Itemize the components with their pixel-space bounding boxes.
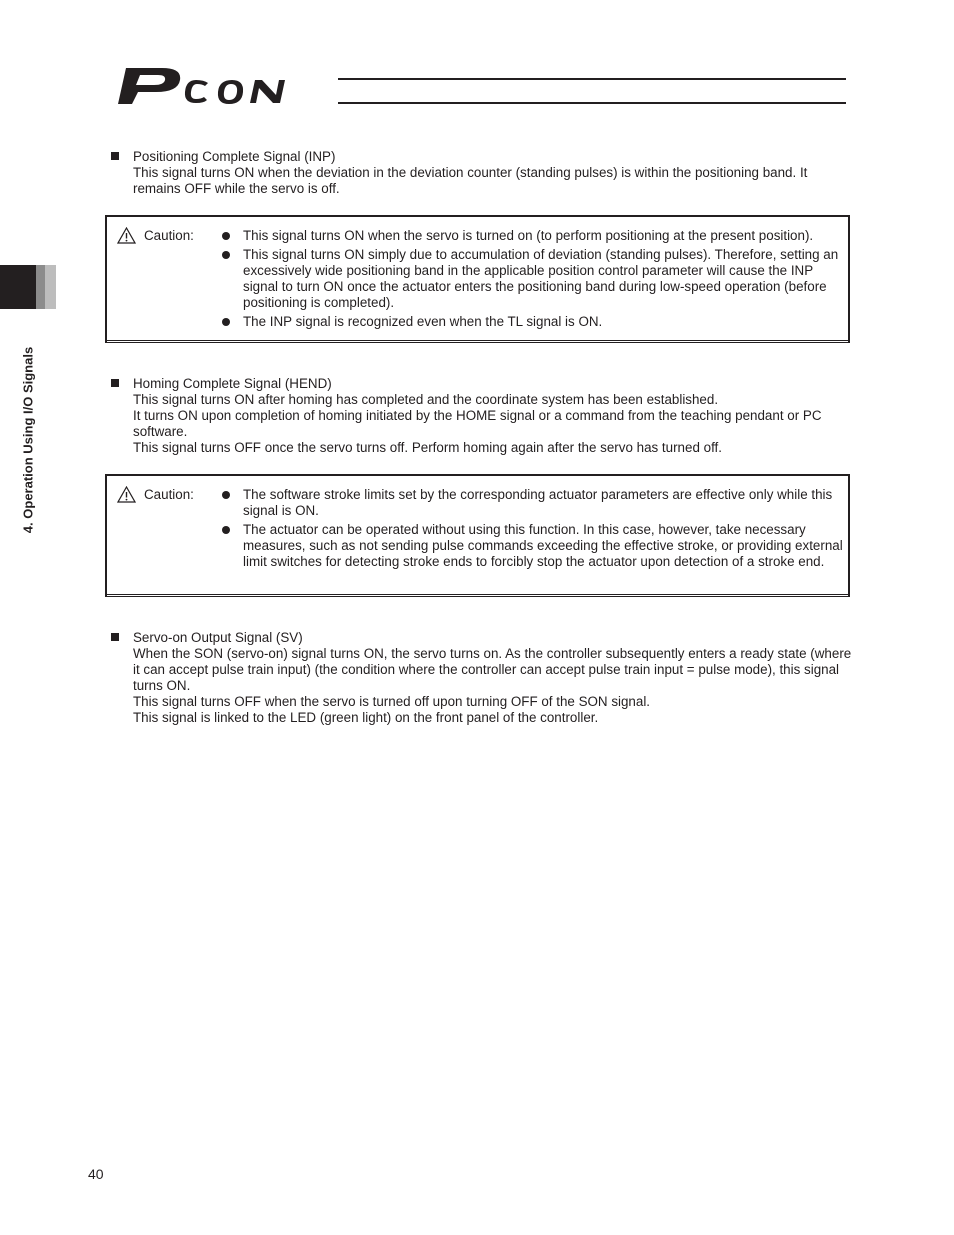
square-bullet-icon <box>111 379 119 387</box>
caution-item <box>243 522 844 570</box>
section-paragraph: It turns ON upon completion of homing initiated by the HOME signal or a command from the teaching pendant or PC software. <box>133 408 822 439</box>
caution-header <box>117 486 194 503</box>
pcon-logo-graphic <box>116 66 340 108</box>
warning-triangle-icon <box>117 227 136 244</box>
warning-triangle-icon <box>117 486 136 503</box>
caution-list <box>243 228 844 333</box>
section-title-text: Servo-on Output Signal (SV) <box>133 630 303 645</box>
caution-item-text: This signal turns ON simply due to accumulation of deviation (standing pulses). Therefore, setting an excessively wide positioning band in the applicable position control parameter will cause the INP signal to turn ON once the actuator enters the positioning band during low-speed operation (before positioning is completed). <box>243 247 839 310</box>
section-paragraph: This signal turns OFF when the servo is turned off upon turning OFF of the SON signal. <box>133 694 651 709</box>
caution-item-text: The INP signal is recognized even when the TL signal is ON. <box>243 314 603 329</box>
caution-item <box>243 228 844 244</box>
section-paragraph: This signal turns ON after homing has completed and the coordinate system has been established. <box>133 392 719 407</box>
chapter-tab-highlight <box>45 265 56 309</box>
caution-box-inp <box>105 215 850 343</box>
caution-item <box>243 487 844 519</box>
bullet-dot-icon <box>222 318 230 326</box>
section-paragraph: When the SON (servo-on) signal turns ON, the servo turns on. As the controller subsequently enters a ready state (where it can accept pulse train input) (the condition where the controller can accept pulse train input = pulse mode), this signal turns ON. <box>133 646 852 693</box>
square-bullet-icon <box>111 152 119 160</box>
section-inp <box>110 149 855 197</box>
caution-item <box>243 314 844 330</box>
caution-box-hend <box>105 474 850 597</box>
chapter-side-label-text: 4. Operation Using I/O Signals <box>20 346 36 534</box>
section-paragraph: This signal turns OFF once the servo turns off. Perform homing again after the servo has turned off. <box>133 440 722 455</box>
caution-item <box>243 247 844 311</box>
section-title <box>110 376 855 392</box>
bullet-dot-icon <box>222 526 230 534</box>
chapter-tab-marker <box>0 265 36 309</box>
caution-item-text: This signal turns ON when the servo is turned on (to perform positioning at the present position). <box>243 228 814 243</box>
section-sv <box>110 630 855 726</box>
section-title-text: Positioning Complete Signal (INP) <box>133 149 336 164</box>
caution-label: Caution: <box>144 487 194 502</box>
caution-item-text: The actuator can be operated without using this function. In this case, however, take necessary measures, such as not sending pulse commands exceeding the effective stroke, or providing external limit switches for detecting stroke ends to forcibly stop the actuator upon detection of a stroke end. <box>243 522 843 569</box>
page-number: 40 <box>88 1166 104 1182</box>
section-paragraph: This signal turns ON when the deviation in the deviation counter (standing pulses) is within the positioning band. It remains OFF while the servo is off. <box>133 165 808 196</box>
square-bullet-icon <box>111 633 119 641</box>
section-paragraph: This signal is linked to the LED (green light) on the front panel of the controller. <box>133 710 599 725</box>
section-title-text: Homing Complete Signal (HEND) <box>133 376 332 391</box>
bullet-dot-icon <box>222 251 230 259</box>
pcon-logo <box>116 66 340 111</box>
caution-label: Caution: <box>144 228 194 243</box>
header-rule-bottom <box>338 102 846 104</box>
section-title <box>110 149 855 165</box>
caution-item-text: The software stroke limits set by the corresponding actuator parameters are effective only while this signal is ON. <box>243 487 833 518</box>
caution-list <box>243 487 844 573</box>
caution-box-hend-bottom-rule <box>105 594 850 597</box>
bullet-dot-icon <box>222 232 230 240</box>
section-title <box>110 630 855 646</box>
header-rule-top <box>338 78 846 80</box>
caution-box-inp-bottom-rule <box>105 340 850 343</box>
bullet-dot-icon <box>222 491 230 499</box>
section-hend <box>110 376 855 456</box>
caution-header <box>117 227 194 244</box>
